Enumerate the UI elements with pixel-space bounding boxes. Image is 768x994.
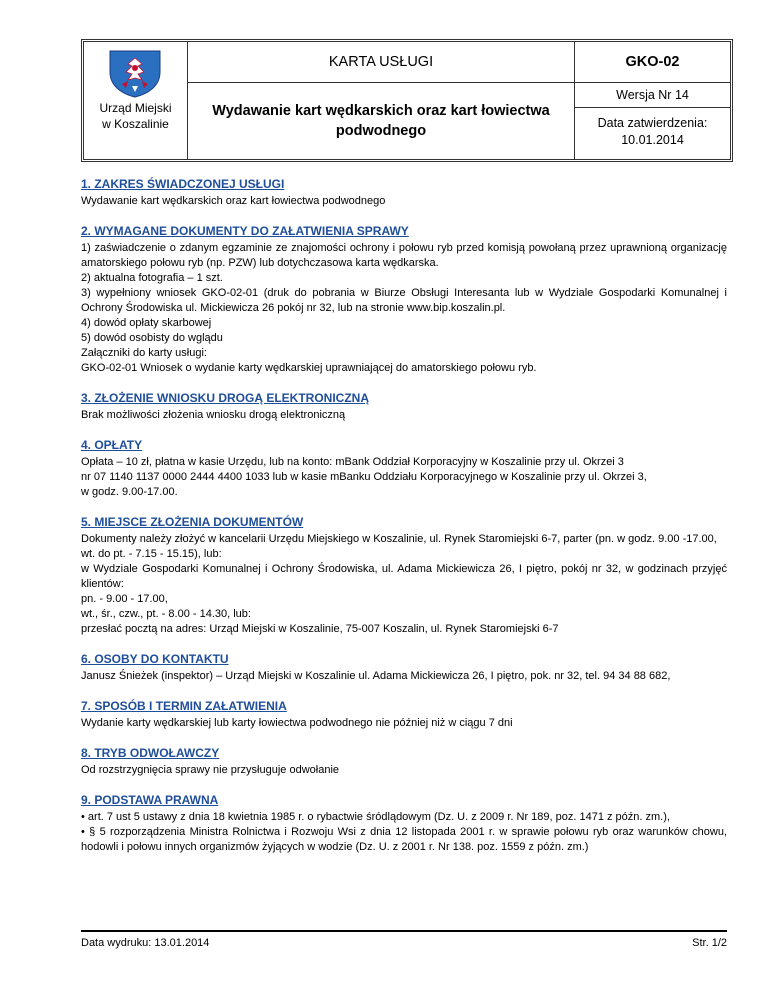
section-line: • art. 7 ust 5 ustawy z dnia 18 kwietnia 1985 r. o rybactwie śródlądowym (Dz. U. z 2009 r. Nr 189, poz. 1471 z późn. zm.), <box>81 811 670 823</box>
section-body <box>81 810 727 855</box>
section-8 <box>81 745 727 778</box>
section-body <box>81 669 727 684</box>
section-9 <box>81 792 727 855</box>
section-4 <box>81 437 727 500</box>
approval-date <box>575 108 730 159</box>
section-line: w Wydziale Gospodarki Komunalnej i Ochrony Środowiska, ul. Adama Mickiewicza 26, I piętro, pokój nr 32, w godzinach przyjęć klientów: <box>81 563 727 590</box>
section-line: 4) dowód opłaty skarbowej <box>81 317 212 329</box>
section-body <box>81 763 727 778</box>
section-line: Brak możliwości złożenia wniosku drogą elektroniczną <box>81 409 346 421</box>
section-heading: 8. TRYB ODWOŁAWCZY <box>81 746 220 760</box>
section-line: Janusz Śnieżek (inspektor) – Urząd Miejski w Koszalinie ul. Adama Mickiewicza 26, I piętro, pok. nr 32, tel. 94 34 88 682, <box>81 670 671 682</box>
section-heading: 2. WYMAGANE DOKUMENTY DO ZAŁATWIENIA SPRAWY <box>81 224 409 238</box>
section-line: Wydawanie kart wędkarskich oraz kart łowiectwa podwodnego <box>81 195 386 207</box>
card-title: KARTA USŁUGI <box>328 54 434 70</box>
page-number: Str. 1/2 <box>692 937 727 949</box>
office-line-1: Urząd Miejski <box>99 101 172 115</box>
service-name: Wydawanie kart wędkarskich oraz kart łowiectwa podwodnego <box>212 103 550 139</box>
footer-divider <box>81 930 727 932</box>
document-body <box>81 176 727 869</box>
section-heading: 4. OPŁATY <box>81 438 143 452</box>
section-5 <box>81 514 727 637</box>
section-body <box>81 716 727 731</box>
section-1 <box>81 176 727 209</box>
section-heading: 6. OSOBY DO KONTAKTU <box>81 652 229 666</box>
section-body <box>81 408 727 423</box>
section-6 <box>81 651 727 684</box>
section-line: wt., śr., czw., pt. - 8.00 - 14.30, lub: <box>81 608 251 620</box>
section-3 <box>81 390 727 423</box>
section-line: Opłata – 10 zł, płatna w kasie Urzędu, lub na konto: mBank Oddział Korporacyjny w Koszalinie przy ul. Okrzei 3 <box>81 456 624 468</box>
office-name <box>84 100 187 132</box>
section-heading: 1. ZAKRES ŚWIADCZONEJ USŁUGI <box>81 177 285 191</box>
card-code: GKO-02 <box>625 54 680 70</box>
section-heading: 7. SPOSÓB I TERMIN ZAŁATWIENIA <box>81 699 287 713</box>
section-line: GKO-02-01 Wniosek o wydanie karty wędkarskiej uprawniającej do amatorskiego połowu ryb. <box>81 362 537 374</box>
approval-date-label: Data zatwierdzenia: <box>597 116 708 130</box>
section-line: pn. - 9.00 - 17.00, <box>81 593 168 605</box>
section-line: Od rozstrzygnięcia sprawy nie przysługuje odwołanie <box>81 764 340 776</box>
section-line: 1) zaświadczenie o zdanym egzaminie ze znajomości ochrony i połowu ryb przed komisją powołaną przez uprawnioną organizację amatorskiego połowu ryb (np. PZW) lub dotychczasowa karta wędkarska. <box>81 242 727 269</box>
logo-cell <box>84 42 187 159</box>
section-line: Wydanie karty wędkarskiej lub karty łowiectwa podwodnego nie później niż w ciągu 7 dni <box>81 717 513 729</box>
section-line: przesłać pocztą na adres: Urząd Miejski w Koszalinie, 75-007 Koszalin, ul. Rynek Staromiejski 6-7 <box>81 623 559 635</box>
office-line-2: w Koszalinie <box>102 117 169 131</box>
print-date: Data wydruku: 13.01.2014 <box>81 937 210 949</box>
section-line: Załączniki do karty usługi: <box>81 347 207 359</box>
section-line: • § 5 rozporządzenia Ministra Rolnictwa i Rozwoju Wsi z dnia 12 listopada 2001 r. w sprawie połowu ryb oraz warunków chowu, hodowli i połowu innych organizmów żyjących w wodzie (Dz. U. z 2001 r. Nr 138. poz. 1559 z późn. zm.) <box>81 826 727 853</box>
section-line: 2) aktualna fotografia – 1 szt. <box>81 272 223 284</box>
section-7 <box>81 698 727 731</box>
section-line: wt. do pt. - 7.15 - 15.15), lub: <box>81 548 222 560</box>
section-line: w godz. 9.00-17.00. <box>81 486 178 498</box>
section-body <box>81 194 727 209</box>
section-line: nr 07 1140 1137 0000 2444 4400 1033 lub w kasie mBanku Oddziału Korporacyjnego w Koszalinie przy ul. Okrzei 3, <box>81 471 647 483</box>
approval-date-value: 10.01.2014 <box>621 133 684 147</box>
section-line: 5) dowód osobisty do wglądu <box>81 332 223 344</box>
version-number: Wersja Nr 14 <box>616 88 689 102</box>
koszalin-coat-of-arms-icon <box>104 48 166 98</box>
header-table <box>81 39 733 162</box>
section-heading: 9. PODSTAWA PRAWNA <box>81 793 219 807</box>
section-line: 3) wypełniony wniosek GKO-02-01 (druk do pobrania w Biurze Obsługi Interesanta lub w Wydziale Gospodarki Komunalnej i Ochrony Środowiska ul. Mickiewicza 26 pokój nr 32, lub na stronie www.bip.koszalin.pl. <box>81 287 727 314</box>
section-body <box>81 241 727 376</box>
section-body <box>81 532 727 637</box>
section-heading: 3. ZŁOŻENIE WNIOSKU DROGĄ ELEKTRONICZNĄ <box>81 391 369 405</box>
section-line: Dokumenty należy złożyć w kancelarii Urzędu Miejskiego w Koszalinie, ul. Rynek Staromiejski 6-7, parter (pn. w godz. 9.00 -17.00, <box>81 533 717 545</box>
section-body <box>81 455 727 500</box>
section-heading: 5. MIEJSCE ZŁOŻENIA DOKUMENTÓW <box>81 515 304 529</box>
section-2 <box>81 223 727 376</box>
